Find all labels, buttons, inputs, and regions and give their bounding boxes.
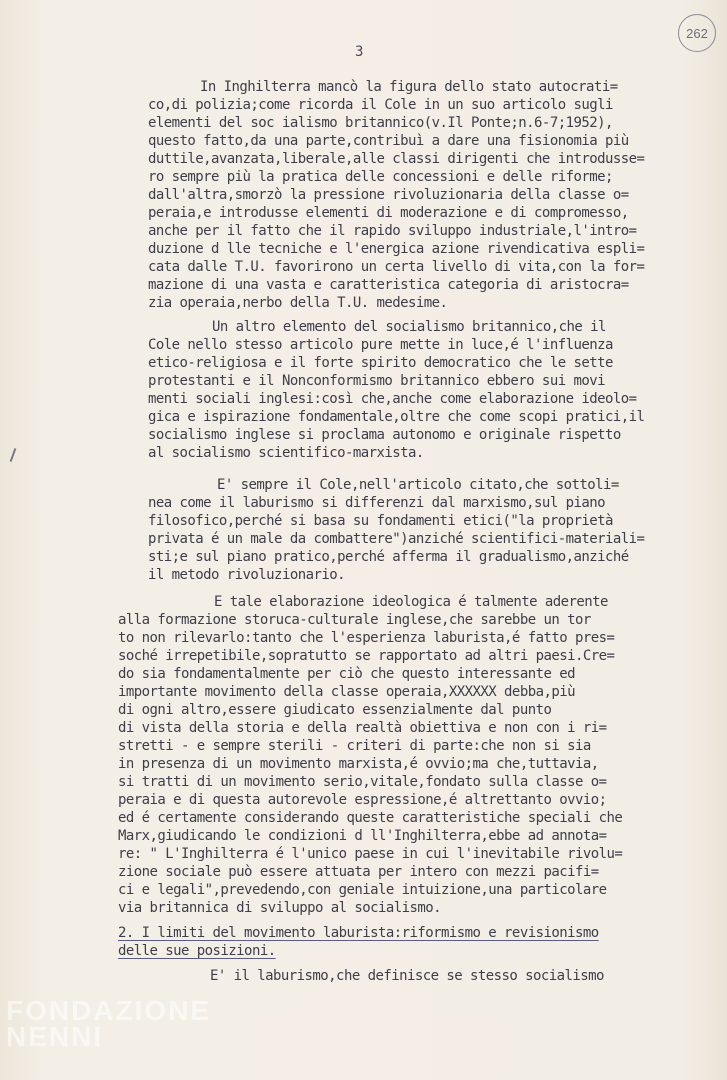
text-line: il metodo rivoluzionario. [148, 567, 345, 583]
section-heading: 2. I limiti del movimento laburista:riformismo e revisionismo [118, 925, 599, 941]
text-line: duzione d lle tecniche e l'energica azione rivendicativa espli= [148, 241, 645, 257]
margin-pencil-mark [10, 448, 17, 462]
text-line: via britannica di sviluppo al socialismo. [118, 900, 442, 916]
text-line: alla formazione storuca-culturale inglese,che sarebbe un tor [118, 612, 591, 628]
text-line: E' il laburismo,che definisce se stesso socialismo [210, 968, 604, 984]
text-line: di vista della storia e della realtà obiettiva e non con i ri= [118, 720, 607, 736]
text-line: Cole nello stesso articolo pure mette in luce,é l'influenza [148, 337, 613, 353]
text-line: sti;e sul piano pratico,perché afferma il gradualismo,anziché [148, 549, 629, 565]
text-line: si tratti di un movimento serio,vitale,fondato sulla classe o= [118, 774, 607, 790]
text-line: in presenza di un movimento marxista,é ovvio;ma che,tuttavia, [118, 756, 599, 772]
text-line: co,di polizia;come ricorda il Cole in un suo articolo sugli [148, 97, 613, 113]
text-line: importante movimento della classe operaia,XXXXXX debba,più [118, 684, 575, 700]
text-line: zione sociale può essere attuata per intero con mezzi pacifi= [118, 864, 599, 880]
text-line: dall'altra,smorzò la pressione rivoluzionaria della classe o= [148, 187, 629, 203]
text-line: gica e ispirazione fondamentale,oltre che come scopi pratici,il [148, 409, 645, 425]
text-line: Un altro elemento del socialismo britannico,che il [212, 319, 606, 335]
text-line: ro sempre più la pratica delle concessioni e delle riforme; [148, 169, 613, 185]
text-line: E tale elaborazione ideologica é talmente aderente [214, 594, 608, 610]
text-line: cata dalle T.U. favorirono un certa livello di vita,con la for= [148, 259, 645, 275]
text-line: E' sempre il Cole,nell'articolo citato,che sottoli= [217, 477, 619, 493]
text-line: In Inghilterra mancò la figura dello stato autocrati= [200, 79, 618, 95]
text-line: questo fatto,da una parte,contribuì a dare una fisionomia più [148, 133, 629, 149]
text-line: to non rilevarlo:tanto che l'esperienza laburista,é fatto pres= [118, 630, 615, 646]
text-line: anche per il fatto che il rapido sviluppo industriale,l'intro= [148, 223, 637, 239]
text-line: al socialismo scientifico-marxista. [148, 445, 424, 461]
text-line: protestanti e il Nonconformismo britannico ebbero sui movi [148, 373, 605, 389]
text-line: duttile,avanzata,liberale,alle classi dirigenti che introdusse= [148, 151, 645, 167]
text-line: zia operaia,nerbo della T.U. medesime. [148, 295, 448, 311]
text-line: menti sociali inglesi:così che,anche come elaborazione ideolo= [148, 391, 637, 407]
archive-watermark: FONDAZIONE NENNI [6, 995, 212, 1052]
text-line: peraia e di questa autorevole espressione,é altrettanto ovvio; [118, 792, 607, 808]
page-number: 3 [355, 44, 364, 60]
text-line: do sia fondamentalmente per ciò che questo interessante ed [118, 666, 575, 682]
text-line: re: " L'Inghilterra é l'unico paese in cui l'inevitabile rivolu= [118, 846, 623, 862]
text-line: Marx,giudicando le condizioni d ll'Inghilterra,ebbe ad annota= [118, 828, 607, 844]
text-line: filosofico,perché si basa su fondamenti etici("la proprietà [148, 513, 613, 529]
text-line: soché irrepetibile,sopratutto se rapportato ad altri paesi.Cre= [118, 648, 615, 664]
folio-stamp: 262 [678, 14, 716, 52]
text-line: mazione di una vasta e caratteristica categoria di aristocra= [148, 277, 629, 293]
text-line: privata é un male da combattere")anziché scientifici-materiali= [148, 531, 645, 547]
text-line: socialismo inglese si proclama autonomo e originale rispetto [148, 427, 621, 443]
text-line: peraia,e introdusse elementi di moderazione e di compromesso, [148, 205, 629, 221]
text-line: di ogni altro,essere giudicato essenzialmente dal punto [118, 702, 552, 718]
text-line: ed é certamente considerando queste caratteristiche speciali che [118, 810, 623, 826]
text-line: etico-religiosa e il forte spirito democratico che le sette [148, 355, 613, 371]
text-line: nea come il laburismo si differenzi dal marxismo,sul piano [148, 495, 605, 511]
section-heading: delle sue posizioni. [118, 943, 276, 959]
text-line: ci e legali",prevedendo,con geniale intuizione,una particolare [118, 882, 607, 898]
text-line: stretti - e sempre sterili - criteri di parte:che non si sia [118, 738, 591, 754]
text-line: elementi del soc ialismo britannico(v.Il Ponte;n.6-7;1952), [148, 115, 613, 131]
